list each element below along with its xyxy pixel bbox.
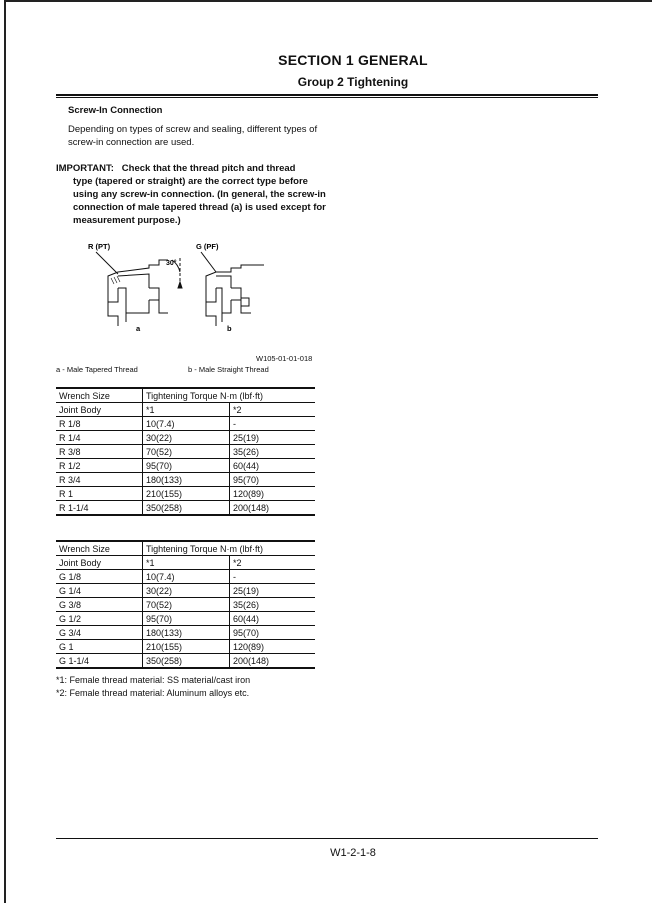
- page-border-top: [4, 0, 652, 2]
- cell-torque2: 95(70): [230, 473, 316, 487]
- table-row: [56, 501, 315, 516]
- cell-size: G 1/2: [59, 613, 82, 624]
- cell-size: R 1/4: [59, 432, 81, 443]
- subheader-joint-body: Joint Body: [59, 404, 102, 415]
- cell-size: R 1/8: [59, 418, 81, 429]
- cell-size: R 1/2: [59, 460, 81, 471]
- cell-torque1: 30(22): [143, 431, 230, 445]
- header-torque: Tightening Torque N·m (lbf·ft): [143, 541, 316, 556]
- label-r-pt: R (PT): [88, 242, 111, 251]
- intro-paragraph: Depending on types of screw and sealing, different types of screw-in connection are used.: [68, 124, 318, 148]
- cell-size: R 3/8: [59, 446, 81, 457]
- table-row: [56, 598, 315, 612]
- table-subheader-row: [56, 556, 315, 570]
- cell-torque2: 200(148): [230, 501, 316, 516]
- table-row: [56, 445, 315, 459]
- page-border-left: [4, 0, 6, 903]
- legend-a: a - Male Tapered Thread: [56, 365, 138, 374]
- cell-size: G 1/4: [59, 585, 82, 596]
- table-header-row: [56, 541, 315, 556]
- tapered-fitting-drawing: [96, 252, 168, 326]
- cell-size: G 3/8: [59, 599, 82, 610]
- cell-torque2: 25(19): [230, 431, 316, 445]
- header-rule-thin: [56, 97, 598, 98]
- cell-size: G 1-1/4: [59, 655, 90, 666]
- cell-torque2: 25(19): [230, 584, 316, 598]
- cell-size: R 1-1/4: [59, 502, 89, 513]
- cell-torque1: 10(7.4): [143, 417, 230, 431]
- cell-size: G 1: [59, 641, 74, 652]
- footnote-1: *1: Female thread material: SS material/cast iron: [56, 675, 251, 685]
- label-g-pf: G (PF): [196, 242, 219, 251]
- header-wrench-size: Wrench Size: [59, 390, 110, 401]
- table-row: [56, 612, 315, 626]
- cell-torque1: 10(7.4): [143, 570, 230, 584]
- footnote-2: *2: Female thread material: Aluminum alloys etc.: [56, 688, 250, 698]
- table-subheader-row: [56, 403, 315, 417]
- table-row: [56, 626, 315, 640]
- header-rule: [56, 94, 598, 96]
- cell-torque1: 95(70): [143, 459, 230, 473]
- important-first-line: Check that the thread pitch and thread: [121, 163, 296, 174]
- table-row: [56, 487, 315, 501]
- table-row: [56, 473, 315, 487]
- cell-size: G 3/4: [59, 627, 82, 638]
- subheader-star2: *2: [230, 556, 316, 570]
- cell-torque2: 60(44): [230, 612, 316, 626]
- torque-table-r: [56, 387, 315, 516]
- cell-torque1: 70(52): [143, 445, 230, 459]
- figure-code: W105-01-01-018: [256, 354, 313, 363]
- torque-table-g: [56, 540, 315, 669]
- section-title: SECTION 1 GENERAL: [278, 52, 428, 68]
- table-row: [56, 654, 315, 669]
- page-number: W1-2-1-8: [330, 847, 376, 859]
- table-header-row: [56, 388, 315, 403]
- table-row: [56, 570, 315, 584]
- cell-torque2: 95(70): [230, 626, 316, 640]
- subheader-star2: *2: [230, 403, 316, 417]
- cell-torque1: 210(155): [143, 640, 230, 654]
- important-label: IMPORTANT:: [56, 163, 114, 174]
- table-row: [56, 640, 315, 654]
- cell-torque1: 70(52): [143, 598, 230, 612]
- label-b: b: [227, 324, 232, 333]
- subheader-joint-body: Joint Body: [59, 557, 102, 568]
- cell-torque2: 200(148): [230, 654, 316, 669]
- table-row: [56, 459, 315, 473]
- table-row: [56, 431, 315, 445]
- subheader-star1: *1: [143, 403, 230, 417]
- cell-torque2: 35(26): [230, 445, 316, 459]
- straight-fitting-drawing: [172, 252, 264, 326]
- header-torque: Tightening Torque N·m (lbf·ft): [143, 388, 316, 403]
- thread-diagram: [56, 238, 321, 338]
- cell-torque1: 95(70): [143, 612, 230, 626]
- important-rest: type (tapered or straight) are the correct type before using any screw-in connection. (In general, the screw-in connection of male tapered thread (a) is used except for measurement purpose.): [73, 176, 326, 226]
- label-angle: 30°: [166, 260, 177, 267]
- header-wrench-size: Wrench Size: [59, 543, 110, 554]
- section-heading: Screw-In Connection: [68, 105, 163, 116]
- group-title: Group 2 Tightening: [297, 75, 409, 89]
- cell-torque2: 60(44): [230, 459, 316, 473]
- cell-torque1: 350(258): [143, 654, 230, 669]
- cell-torque2: 120(89): [230, 640, 316, 654]
- cell-torque2: -: [230, 417, 316, 431]
- cell-size: G 1/8: [59, 571, 82, 582]
- cell-torque2: 35(26): [230, 598, 316, 612]
- table-row: [56, 584, 315, 598]
- cell-torque1: 180(133): [143, 626, 230, 640]
- cell-torque1: 210(155): [143, 487, 230, 501]
- subheader-star1: *1: [143, 556, 230, 570]
- label-a: a: [136, 324, 141, 333]
- cell-torque1: 350(258): [143, 501, 230, 516]
- footer-rule: [56, 838, 598, 839]
- legend-b: b - Male Straight Thread: [188, 365, 269, 374]
- cell-torque1: 30(22): [143, 584, 230, 598]
- cell-size: R 3/4: [59, 474, 81, 485]
- cell-torque2: 120(89): [230, 487, 316, 501]
- cell-torque1: 180(133): [143, 473, 230, 487]
- important-note: [56, 162, 326, 227]
- cell-torque2: -: [230, 570, 316, 584]
- cell-size: R 1: [59, 488, 74, 499]
- table-row: [56, 417, 315, 431]
